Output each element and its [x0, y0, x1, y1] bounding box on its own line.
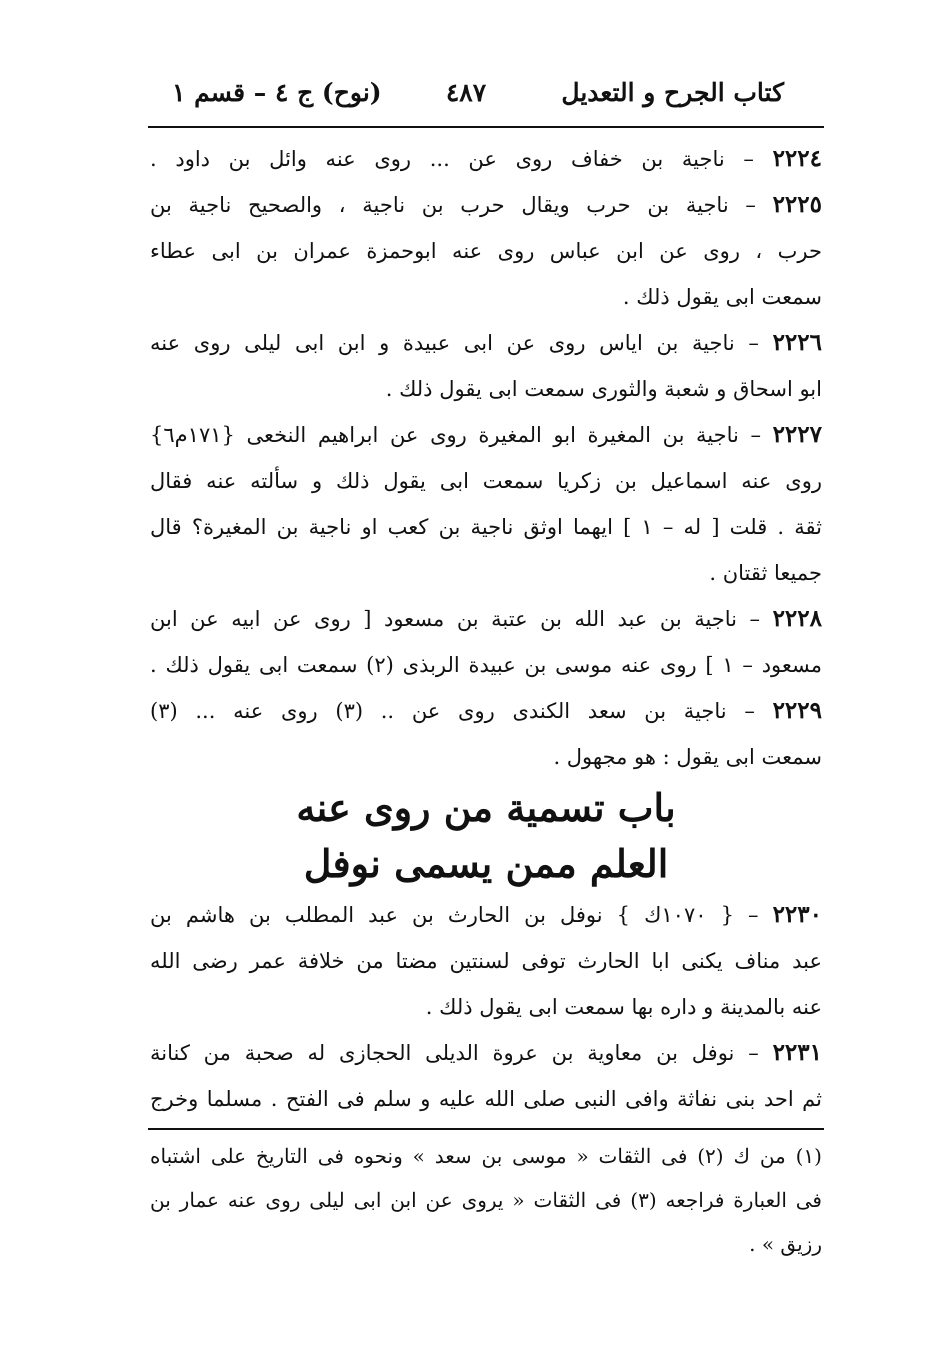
entry-text: – ناجية بن سعد الكندى روى عن .. (٣) روى عنه ... (٣): [150, 699, 755, 723]
entry-number: ٢٢٣١: [772, 1039, 822, 1066]
entry-line: [150, 688, 822, 734]
main-text: [150, 136, 822, 1122]
entry-number: ٢٢٢٩: [772, 697, 822, 724]
entry-number: ٢٢٢٦: [772, 329, 822, 356]
entry-text: – ناجية بن خفاف روى عن ... روى عنه وائل بن داود .: [150, 147, 754, 171]
entry-line: [150, 182, 822, 228]
footnote-line: رزيق » .: [749, 1232, 822, 1256]
entry-text: – ناجية بن المغيرة ابو المغيرة روى عن ابراهيم النخعى {١٧١م٦}: [150, 423, 761, 447]
entry-text: – { ١٠٧٠ك } نوفل بن الحارث بن عبد المطلب بن هاشم بن: [150, 903, 759, 927]
entry-2230: [150, 892, 822, 1030]
book-title: كتاب الجرح و التعديل: [561, 78, 784, 107]
entry-text: – ناجية بن اياس روى عن ابى عبيدة و ابن ابى ليلى روى عنه: [150, 331, 759, 355]
entry-line: [150, 892, 822, 938]
entry-line: جميعا ثقتان .: [709, 561, 822, 585]
entry-line: [150, 136, 822, 182]
footnotes: [150, 1134, 822, 1266]
entry-text: – ناجية بن عبد الله بن عتبة بن مسعود [ روى عن ابيه عن ابن: [150, 607, 761, 631]
entry-line: [150, 596, 822, 642]
entry-number: ٢٢٣٠: [772, 901, 822, 928]
section-heading-line-1: باب تسمية من روى عنه: [296, 785, 676, 830]
entry-2225: [150, 182, 822, 320]
header-rule: [148, 126, 824, 128]
entry-line: عنه بالمدينة و داره بها سمعت ابى يقول ذلك .: [425, 995, 822, 1019]
entry-line: ثقة . قلت [ له – ١ ] ايهما اوثق ناجية بن كعب او ناجية بن المغيرة؟ قال: [150, 515, 822, 539]
entry-line: سمعت ابى يقول : هو مجهول .: [553, 745, 822, 769]
entry-number: ٢٢٢٥: [772, 191, 822, 218]
entry-2226: [150, 320, 822, 412]
footnote-line: (١) من ك (٢) فى الثقات « موسى بن سعد » ونحوه فى التاريخ على اشتباه: [150, 1144, 822, 1168]
entry-line: سمعت ابى يقول ذلك .: [622, 285, 822, 309]
page-number: ٤٨٧: [445, 78, 487, 107]
entry-line: حرب ، روى عن ابن عباس روى عنه ابوحمزة عمران بن ابى عطاء: [150, 239, 822, 263]
entry-2228: [150, 596, 822, 688]
section-heading-line-2: العلم ممن يسمى نوفل: [303, 841, 669, 886]
entry-line: [150, 320, 822, 366]
entry-line: [150, 412, 822, 458]
entry-line: عبد مناف يكنى ابا الحارث توفى لسنتين مضتا من خلافة عمر رضى الله: [150, 949, 822, 973]
entry-2229: [150, 688, 822, 780]
entry-text: – ناجية بن حرب ويقال حرب بن ناجية ، والصحيح ناجية بن: [150, 193, 756, 217]
entry-2227: [150, 412, 822, 596]
volume-part: (نوح) ج ٤ – قسم ١: [172, 78, 382, 107]
footnote-line: فى العبارة فراجعه (٣) فى الثقات « يروى عن ابن ابى ليلى روى عنه عمار بن: [150, 1188, 822, 1212]
entry-line: روى عنه اسماعيل بن زكريا سمعت ابى يقول ذلك و سألته عنه فقال: [150, 469, 822, 493]
running-header: [148, 72, 784, 118]
entry-number: ٢٢٢٧: [772, 421, 822, 448]
entry-line: ابو اسحاق و شعبة والثورى سمعت ابى يقول ذلك .: [385, 377, 822, 401]
entry-2224: [150, 136, 822, 182]
entry-line: مسعود – ١ ] روى عنه موسى بن عبيدة الربذى (٢) سمعت ابى يقول ذلك .: [150, 653, 822, 677]
footnote-rule: [148, 1128, 824, 1130]
entry-line: ثم احد بنى نفاثة وافى النبى صلى الله عليه و سلم فى الفتح . مسلما وخرج: [150, 1087, 822, 1111]
entry-line: [150, 1030, 822, 1076]
entry-2231: [150, 1030, 822, 1122]
entry-text: – نوفل بن معاوية بن عروة الديلى الحجازى له صحبة من كنانة: [150, 1041, 759, 1065]
entry-number: ٢٢٢٨: [772, 605, 822, 632]
entry-number: ٢٢٢٤: [772, 145, 822, 172]
